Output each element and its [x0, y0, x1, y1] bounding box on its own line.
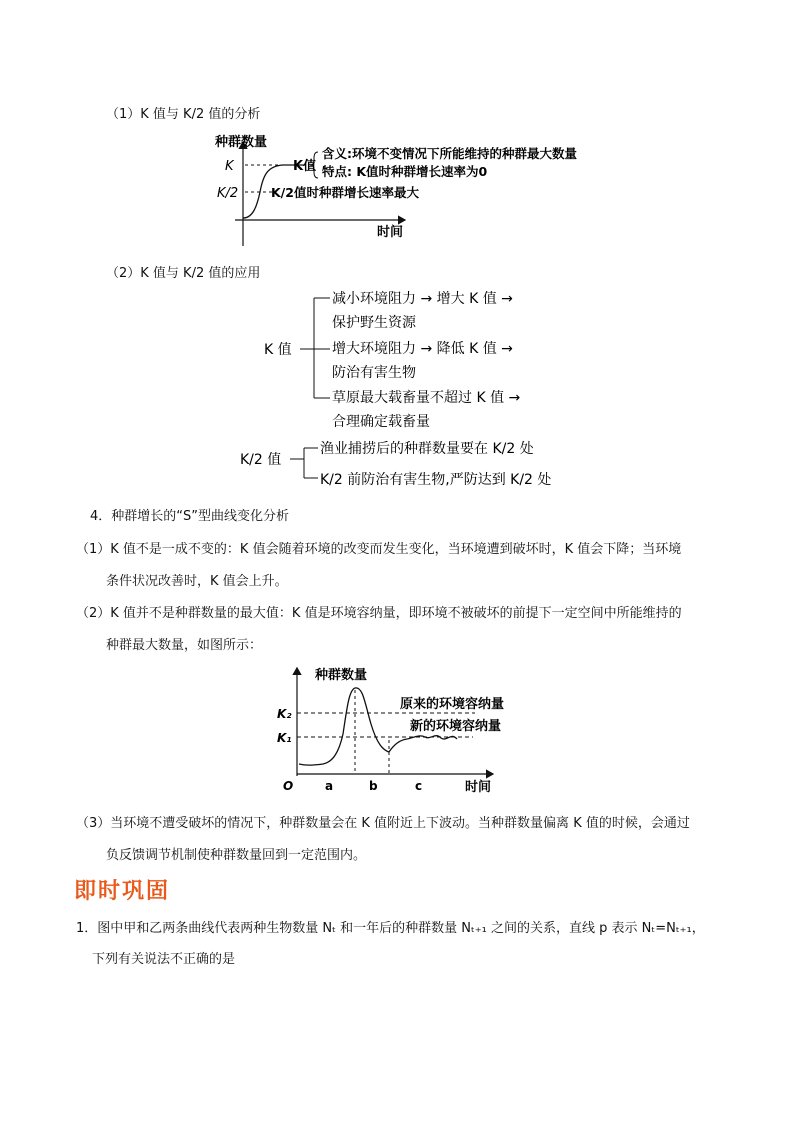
section4-p1-line1: （1）K 值不是一成不变的：K 值会随着环境的改变而发生变化，当环境遭到破坏时，K 值会下降；当环境 [76, 542, 682, 557]
k2-note: K/2值时种群增长速率最大 [271, 185, 419, 200]
section4-p3-line1: （3）当环境不遭受破坏的情况下，种群数量会在 K 值附近上下波动。当种群数量偏离 K 值的时候，会通过 [76, 816, 690, 831]
k-item-2-line2: 防治有害生物 [332, 365, 416, 381]
k-meaning: 含义:环境不变情况下所能维持的种群最大数量 [322, 146, 577, 161]
k-item-1-line2: 保护野生资源 [332, 315, 416, 331]
original-capacity-label: 原来的环境容纳量 [400, 697, 505, 712]
section2-title: （2）K 值与 K/2 值的应用 [106, 266, 261, 281]
section4-p1-line2: 条件状况改善时，K 值会上升。 [106, 574, 288, 589]
capacity-change-chart [275, 660, 535, 800]
k-item-3-line1: 草原最大载畜量不超过 K 值 → [332, 390, 521, 406]
new-capacity-label: 新的环境容纳量 [410, 719, 502, 734]
k-label: K值 [293, 159, 317, 174]
section1-title: （1）K 值与 K/2 值的分析 [106, 107, 261, 122]
consolidate-heading: 即时巩固 [74, 878, 171, 904]
k2-tick: K/2 [217, 186, 239, 201]
x-axis-label: 时间 [465, 780, 492, 795]
k2-item-2: K/2 前防治有害生物,严防达到 K/2 处 [320, 472, 552, 488]
k-item-2-line1: 增大环境阻力 → 降低 K 值 → [332, 341, 513, 357]
k2-tick: K₂ [277, 707, 292, 721]
phase-a: a [325, 779, 334, 793]
k-item-3-line2: 合理确定载畜量 [332, 414, 430, 430]
section4-title: 4．种群增长的“S”型曲线变化分析 [90, 509, 289, 524]
k2-item-1: 渔业捕捞后的种群数量要在 K/2 处 [320, 441, 534, 457]
k-value-analysis-chart [205, 128, 625, 250]
section4-p2-line2: 种群最大数量，如图所示： [106, 638, 263, 653]
application-tree [240, 288, 580, 493]
y-axis-label: 种群数量 [315, 668, 368, 683]
question1-line1: 1．图中甲和乙两条曲线代表两种生物数量 Nₜ 和一年后的种群数量 Nₜ₊₁ 之间的关系，直线 p 表示 Nₜ=Nₜ₊₁， [76, 921, 705, 936]
y-axis-label: 种群数量 [215, 135, 268, 150]
k2-root: K/2 值 [240, 452, 282, 468]
phase-c: c [415, 779, 423, 793]
phase-b: b [369, 779, 378, 793]
k1-tick: K₁ [277, 731, 292, 745]
k-tick: K [225, 159, 234, 174]
question1-line2: 下列有关说法不正确的是 [92, 952, 236, 967]
section4-p3-line2: 负反馈调节机制使种群数量回到一定范围内。 [106, 848, 367, 863]
k-item-1-line1: 减小环境阻力 → 增大 K 值 → [332, 291, 513, 307]
k-root: K 值 [264, 342, 292, 358]
origin-label: O [283, 779, 294, 793]
x-axis-label: 时间 [377, 225, 404, 240]
k-feature: 特点: K值时种群增长速率为0 [322, 164, 488, 179]
section4-p2-line1: （2）K 值并不是种群数量的最大值：K 值是环境容纳量，即环境不被破坏的前提下一定空间中所能维持的 [76, 606, 682, 621]
